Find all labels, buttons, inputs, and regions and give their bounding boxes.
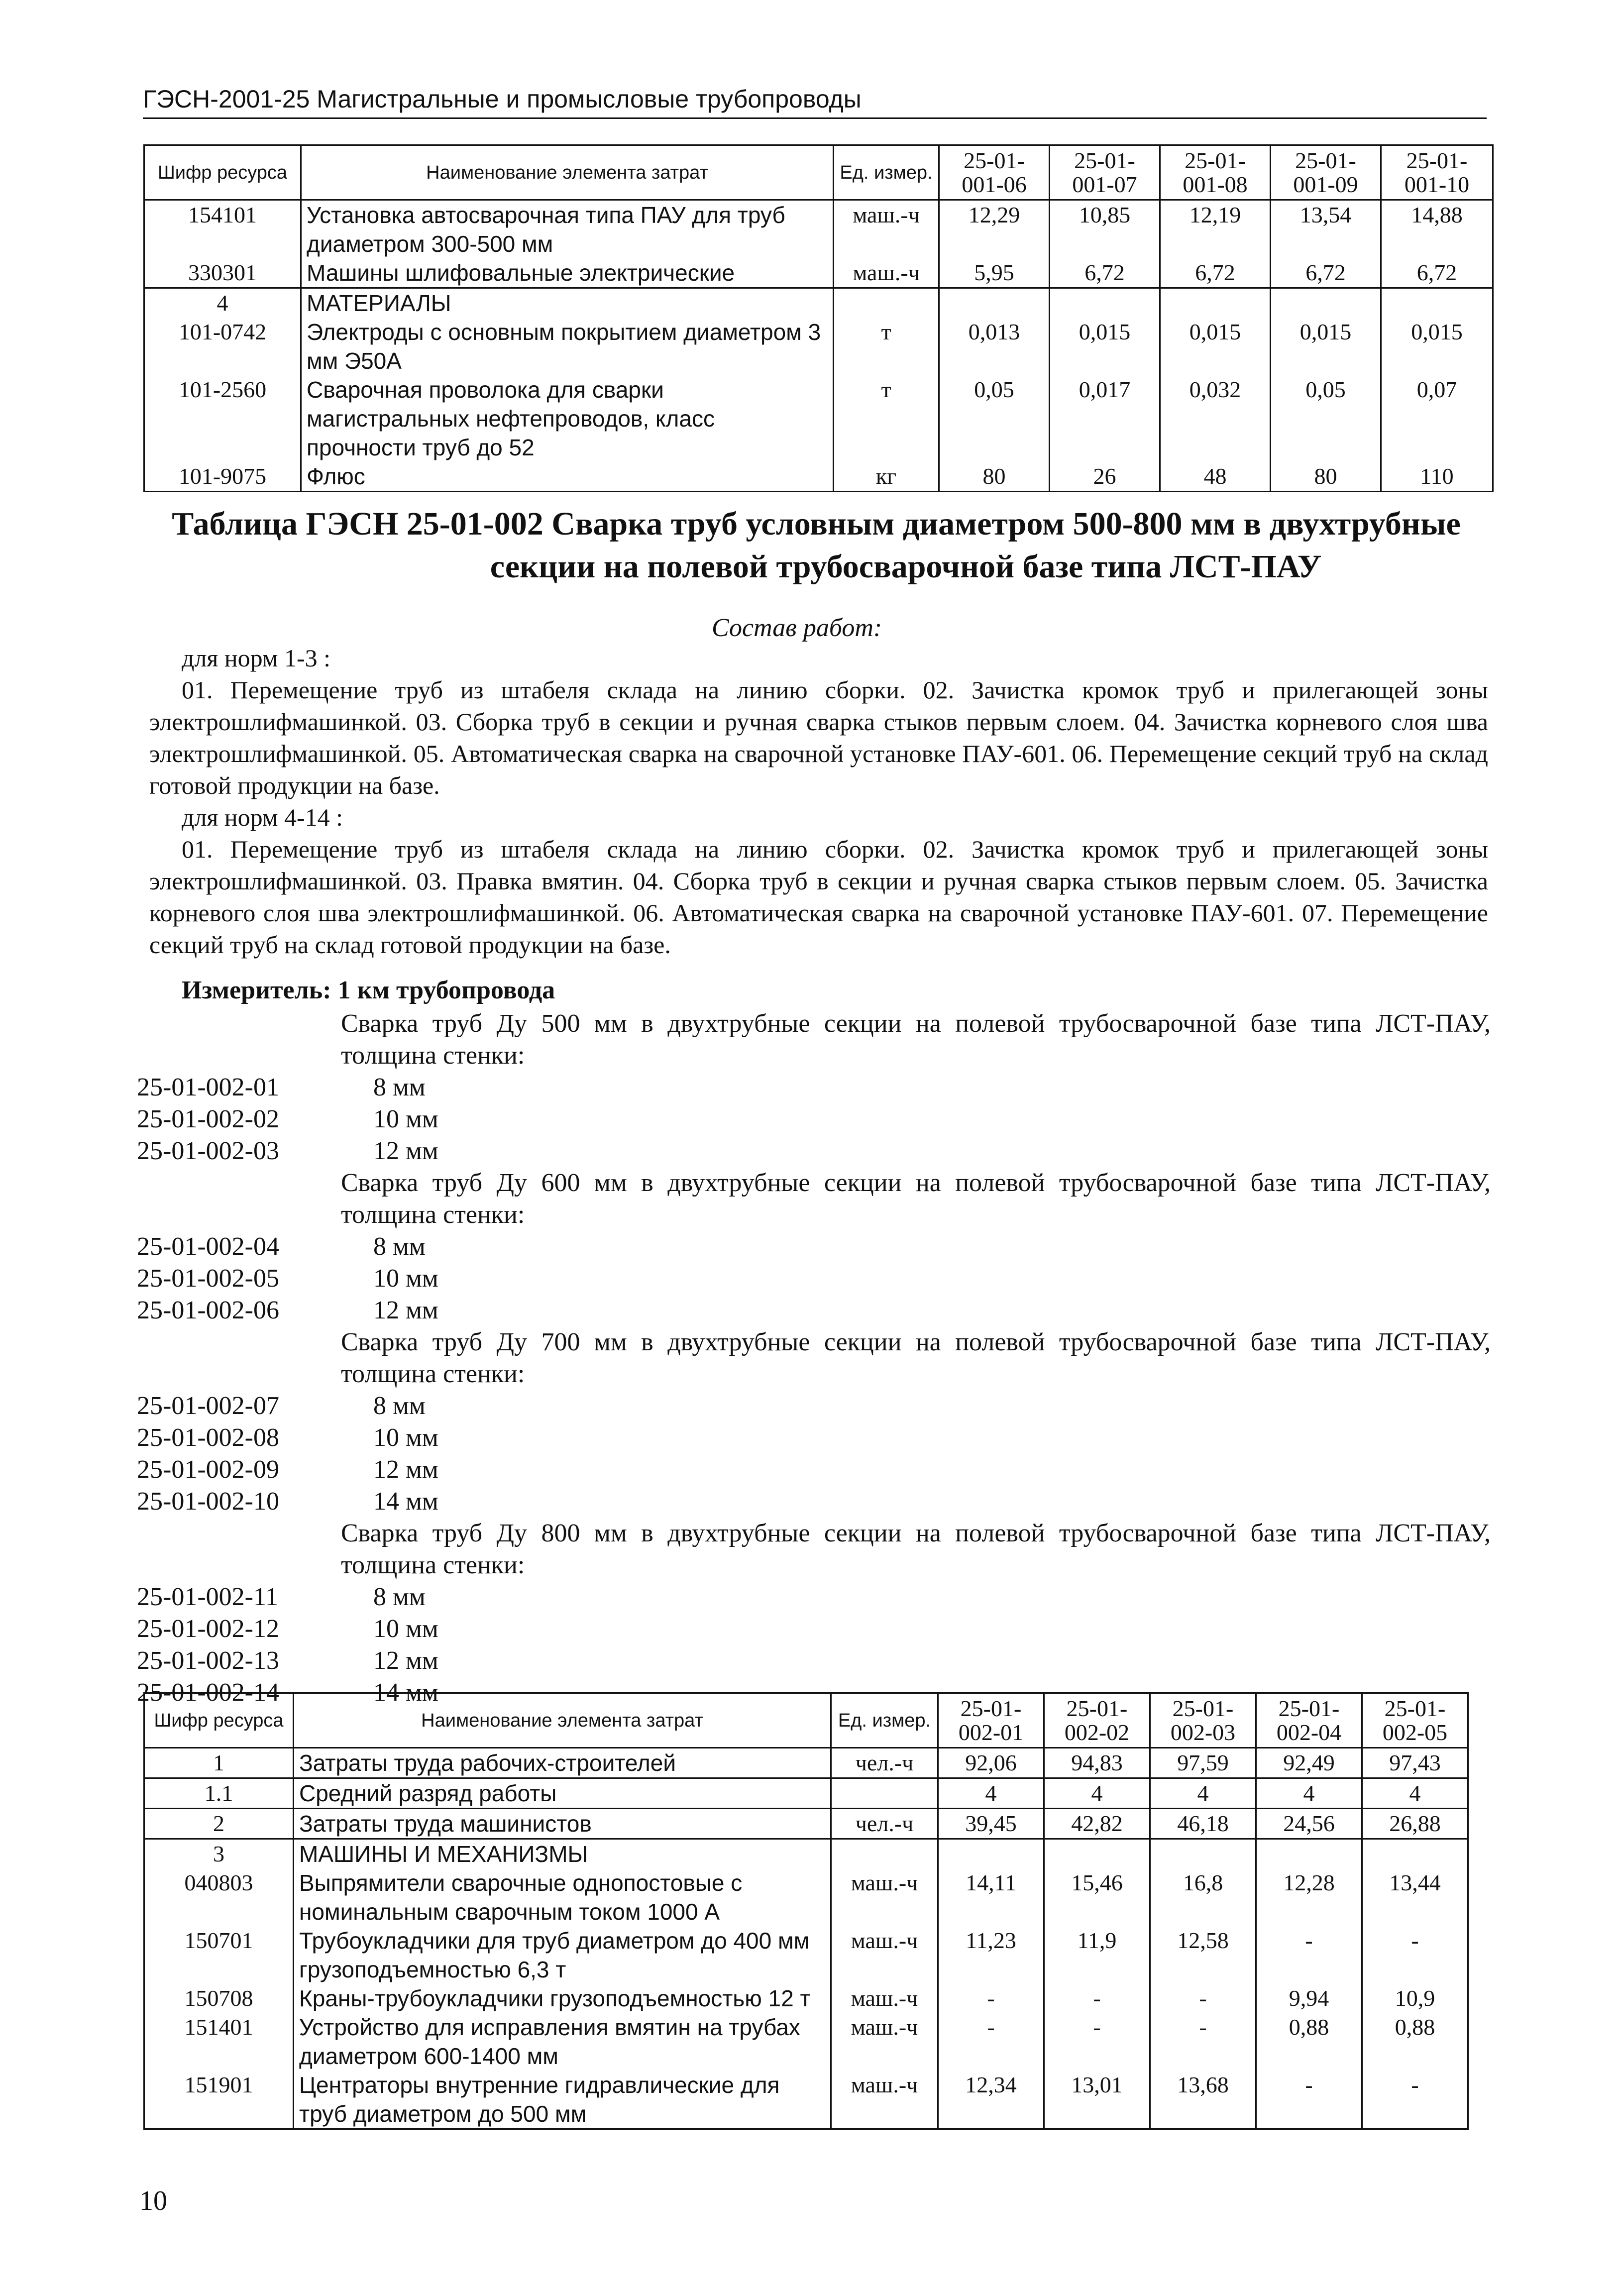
norm-value: 0,015 — [1271, 318, 1381, 375]
resource-code: 1.1 — [144, 1778, 294, 1809]
norm-code: 25-01-002-05 — [137, 1264, 279, 1293]
wall-thickness: 10 мм — [373, 1423, 438, 1452]
norm-value: 42,82 — [1044, 1809, 1150, 1839]
header-norm-code: 25-01- 002-05 — [1362, 1693, 1468, 1748]
resource-code: 4 — [144, 288, 301, 318]
page-number: 10 — [139, 2185, 167, 2216]
norm-group-description: Сварка труб Ду 600 мм в двухтрубные секции на полевой трубосварочной базе типа ЛСТ-ПАУ, толщина стенки: — [341, 1169, 1491, 1229]
norm-list-item — [137, 1613, 1491, 1645]
unit: кг — [834, 462, 939, 492]
norm-value: 14,88 — [1381, 200, 1493, 259]
unit: т — [834, 375, 939, 462]
norm-value: 4 — [938, 1778, 1044, 1809]
norm-value: 0,015 — [1050, 318, 1160, 375]
norm-value: 80 — [1271, 462, 1381, 492]
table-row — [144, 200, 1493, 259]
norm-code: 25-01-002-09 — [137, 1455, 279, 1484]
norm-list-item — [137, 1072, 1491, 1103]
cost-element-name: Центраторы внутренние гидравлические для труб диаметром до 500 мм — [294, 2071, 831, 2129]
norm-value: 0,015 — [1381, 318, 1493, 375]
norm-value — [1044, 1839, 1150, 1869]
norm-value: 11,9 — [1044, 1926, 1150, 1984]
header-norm-code: 25-01- 001-06 — [939, 145, 1050, 200]
table-row — [144, 1778, 1468, 1809]
norm-value: 13,44 — [1362, 1868, 1468, 1926]
resource-code: 151401 — [144, 2013, 294, 2071]
norm-value: 4 — [1150, 1778, 1256, 1809]
wall-thickness: 8 мм — [373, 1232, 426, 1261]
norm-value: 14,11 — [938, 1868, 1044, 1926]
cost-element-name: Сварочная проволока для сварки магистральных нефтепроводов, класс прочности труб до 52 — [301, 375, 834, 462]
resource-code: 1 — [144, 1748, 294, 1778]
table-title — [144, 503, 1488, 588]
norm-value: 5,95 — [939, 258, 1050, 288]
norm-value: 110 — [1381, 462, 1493, 492]
wall-thickness: 10 мм — [373, 1615, 438, 1643]
wall-thickness: 8 мм — [373, 1073, 426, 1101]
resource-code: 2 — [144, 1809, 294, 1839]
norm-value: 26 — [1050, 462, 1160, 492]
norm-value: 94,83 — [1044, 1748, 1150, 1778]
table-row — [144, 2071, 1468, 2129]
norm-value: 0,015 — [1160, 318, 1271, 375]
cost-element-name: МАТЕРИАЛЫ — [301, 288, 834, 318]
resource-table-002 — [143, 1692, 1469, 2130]
norm-list-item — [137, 1295, 1491, 1326]
table-row — [144, 462, 1493, 492]
norm-value: 12,58 — [1150, 1926, 1256, 1984]
norm-group-description: Сварка труб Ду 800 мм в двухтрубные секции на полевой трубосварочной базе типа ЛСТ-ПАУ, толщина стенки: — [341, 1519, 1491, 1579]
norm-code: 25-01-002-10 — [137, 1487, 279, 1516]
unit: чел.-ч — [831, 1748, 938, 1778]
norm-value: 16,8 — [1150, 1868, 1256, 1926]
norm-value: 6,72 — [1160, 258, 1271, 288]
norm-list-item — [137, 1454, 1491, 1486]
norm-value — [1362, 1839, 1468, 1869]
norm-value: 46,18 — [1150, 1809, 1256, 1839]
unit: т — [834, 318, 939, 375]
unit: маш.-ч — [834, 200, 939, 259]
unit: маш.-ч — [831, 1984, 938, 2013]
norm-value: 4 — [1256, 1778, 1362, 1809]
cost-element-name: Выпрямители сварочные однопостовые с номинальным сварочным током 1000 А — [294, 1868, 831, 1926]
wall-thickness: 12 мм — [373, 1296, 438, 1324]
norm-value: 13,01 — [1044, 2071, 1150, 2129]
norm-value: - — [1044, 1984, 1150, 2013]
norm-value: 92,06 — [938, 1748, 1044, 1778]
cost-element-name: Флюс — [301, 462, 834, 492]
norm-value — [1050, 288, 1160, 318]
wall-thickness: 10 мм — [373, 1105, 438, 1133]
norm-value: 48 — [1160, 462, 1271, 492]
header-resource-code: Шифр ресурса — [144, 1693, 294, 1748]
norm-value: 12,34 — [938, 2071, 1044, 2129]
norms-1-3-text: 01. Перемещение труб из штабеля склада на линию сборки. 02. Зачистка кромок труб и прилегающей зоны электрошлифмашинкой. 03. Сборка труб в секции и ручная сварка стыков первым слоем. 04. Зачистка корневого слоя шва электрошлифмашинкой. 05. Автоматическая сварка на сварочной установке ПАУ-601. 06. Перемещение секций труб на склад готовой продукции на базе. — [149, 676, 1488, 799]
norm-value: 6,72 — [1050, 258, 1160, 288]
resource-code: 101-2560 — [144, 375, 301, 462]
wall-thickness: 12 мм — [373, 1455, 438, 1484]
header-cost-element: Наименование элемента затрат — [294, 1693, 831, 1748]
norm-value: 12,19 — [1160, 200, 1271, 259]
norm-value: 24,56 — [1256, 1809, 1362, 1839]
norm-value: 10,85 — [1050, 200, 1160, 259]
wall-thickness: 8 мм — [373, 1583, 426, 1611]
resource-code: 101-9075 — [144, 462, 301, 492]
norm-value: 0,88 — [1362, 2013, 1468, 2071]
table-row — [144, 375, 1493, 462]
norm-value: 6,72 — [1271, 258, 1381, 288]
norm-list-item — [137, 1486, 1491, 1518]
wall-thickness: 8 мм — [373, 1392, 426, 1420]
wall-thickness: 12 мм — [373, 1137, 438, 1165]
norm-value: 6,72 — [1381, 258, 1493, 288]
cost-element-name: Затраты труда рабочих-строителей — [294, 1748, 831, 1778]
norm-list-item — [137, 1422, 1491, 1454]
resource-code: 330301 — [144, 258, 301, 288]
norm-list — [137, 1008, 1491, 1709]
norm-value: 26,88 — [1362, 1809, 1468, 1839]
header-norm-code: 25-01- 002-01 — [938, 1693, 1044, 1748]
unit: маш.-ч — [831, 2071, 938, 2129]
norm-code: 25-01-002-11 — [137, 1583, 279, 1611]
norm-value: - — [1256, 1926, 1362, 1984]
norm-value: 0,05 — [1271, 375, 1381, 462]
norm-value: 80 — [939, 462, 1050, 492]
table-row — [144, 288, 1493, 318]
norm-value: 4 — [1044, 1778, 1150, 1809]
header-norm-code: 25-01- 002-04 — [1256, 1693, 1362, 1748]
cost-element-name: Краны-трубоукладчики грузоподъемностью 12 т — [294, 1984, 831, 2013]
norm-value: - — [938, 2013, 1044, 2071]
header-cost-element: Наименование элемента затрат — [301, 145, 834, 200]
header-norm-code: 25-01- 002-03 — [1150, 1693, 1256, 1748]
table-row — [144, 1926, 1468, 1984]
norm-code: 25-01-002-04 — [137, 1232, 279, 1261]
unit — [831, 1778, 938, 1809]
norm-value: 39,45 — [938, 1809, 1044, 1839]
norm-group-description: Сварка труб Ду 500 мм в двухтрубные секции на полевой трубосварочной базе типа ЛСТ-ПАУ, толщина стенки: — [341, 1009, 1491, 1070]
table-row — [144, 318, 1493, 375]
norm-code: 25-01-002-13 — [137, 1646, 279, 1675]
norm-value: 12,29 — [939, 200, 1050, 259]
norms-4-14-label: для норм 4-14 : — [182, 803, 343, 831]
norm-value: - — [1362, 2071, 1468, 2129]
wall-thickness: 10 мм — [373, 1264, 438, 1293]
norm-value: - — [938, 1984, 1044, 2013]
cost-element-name: Установка автосварочная типа ПАУ для труб диаметром 300-500 мм — [301, 200, 834, 259]
norm-value: - — [1150, 2013, 1256, 2071]
unit — [834, 288, 939, 318]
running-header: ГЭСН-2001-25 Магистральные и промысловые трубопроводы — [143, 85, 1487, 119]
norm-list-item — [137, 1135, 1491, 1167]
header-norm-code: 25-01- 001-07 — [1050, 145, 1160, 200]
norm-value: 11,23 — [938, 1926, 1044, 1984]
unit: чел.-ч — [831, 1809, 938, 1839]
table-row — [144, 1868, 1468, 1926]
resource-code: 040803 — [144, 1868, 294, 1926]
norm-code: 25-01-002-01 — [137, 1073, 279, 1101]
norm-value — [938, 1839, 1044, 1869]
table-title-line1: Таблица ГЭСН 25-01-002 Сварка труб условным диаметром 500-800 мм в двухтрубные — [172, 506, 1461, 542]
header-unit: Ед. измер. — [834, 145, 939, 200]
header-unit: Ед. измер. — [831, 1693, 938, 1748]
resource-code: 150701 — [144, 1926, 294, 1984]
cost-element-name: Затраты труда машинистов — [294, 1809, 831, 1839]
norm-value: 0,07 — [1381, 375, 1493, 462]
norm-list-item — [137, 1103, 1491, 1135]
measurer: Измеритель: 1 км трубопровода — [182, 976, 555, 1004]
wall-thickness: 14 мм — [373, 1487, 438, 1516]
norm-value: 4 — [1362, 1778, 1468, 1809]
norm-value — [1256, 1839, 1362, 1869]
norm-list-item — [137, 1645, 1491, 1677]
norm-value: 97,43 — [1362, 1748, 1468, 1778]
norm-value: 0,88 — [1256, 2013, 1362, 2071]
wall-thickness: 12 мм — [373, 1646, 438, 1675]
header-norm-code: 25-01- 001-09 — [1271, 145, 1381, 200]
unit: маш.-ч — [831, 2013, 938, 2071]
cost-element-name: Машины шлифовальные электрические — [301, 258, 834, 288]
resource-code: 151901 — [144, 2071, 294, 2129]
cost-element-name: Трубоукладчики для труб диаметром до 400 мм грузоподъемностью 6,3 т — [294, 1926, 831, 1984]
norm-list-item — [137, 1231, 1491, 1263]
norm-value: 9,94 — [1256, 1984, 1362, 2013]
table-row — [144, 1748, 1468, 1778]
norm-value: 0,05 — [939, 375, 1050, 462]
unit: маш.-ч — [834, 258, 939, 288]
norms-4-14-text: 01. Перемещение труб из штабеля склада на линию сборки. 02. Зачистка кромок труб и прилегающей зоны электрошлифмашинкой. 03. Правка вмятин. 04. Сборка труб в секции и ручная сварка стыков первым слоем. 05. Зачистка корневого слоя шва электрошлифмашинкой. 06. Автоматическая сварка на сварочной установке ПАУ-601. 07. Перемещение секций труб на склад готовой продукции на базе. — [149, 835, 1488, 959]
cost-element-name: Электроды с основным покрытием диаметром 3 мм Э50А — [301, 318, 834, 375]
norm-value: 13,54 — [1271, 200, 1381, 259]
table-row — [144, 2013, 1468, 2071]
resource-code: 101-0742 — [144, 318, 301, 375]
norm-code: 25-01-002-03 — [137, 1137, 279, 1165]
norm-list-item — [137, 1581, 1491, 1613]
resource-code: 154101 — [144, 200, 301, 259]
header-norm-code: 25-01- 001-10 — [1381, 145, 1493, 200]
norm-value: 0,032 — [1160, 375, 1271, 462]
norm-value: 12,28 — [1256, 1868, 1362, 1926]
norms-1-3-label: для норм 1-3 : — [182, 644, 331, 672]
resource-code: 150708 — [144, 1984, 294, 2013]
table-row — [144, 258, 1493, 288]
unit — [831, 1839, 938, 1869]
cost-element-name: Устройство для исправления вмятин на трубах диаметром 600-1400 мм — [294, 2013, 831, 2071]
norm-list-item — [137, 1263, 1491, 1295]
norm-value: 97,59 — [1150, 1748, 1256, 1778]
norm-value: 13,68 — [1150, 2071, 1256, 2129]
norm-value — [1160, 288, 1271, 318]
norm-value — [1381, 288, 1493, 318]
unit: маш.-ч — [831, 1868, 938, 1926]
norm-value: 10,9 — [1362, 1984, 1468, 2013]
norm-value — [939, 288, 1050, 318]
norm-value: - — [1044, 2013, 1150, 2071]
table-row — [144, 1809, 1468, 1839]
norm-code: 25-01-002-08 — [137, 1423, 279, 1452]
cost-element-name: Средний разряд работы — [294, 1778, 831, 1809]
table-row — [144, 1984, 1468, 2013]
norm-value: 92,49 — [1256, 1748, 1362, 1778]
norm-value — [1271, 288, 1381, 318]
norm-code: 25-01-002-02 — [137, 1105, 279, 1133]
norm-value: - — [1150, 1984, 1256, 2013]
norm-value: 0,013 — [939, 318, 1050, 375]
norm-value: - — [1256, 2071, 1362, 2129]
header-norm-code: 25-01- 001-08 — [1160, 145, 1271, 200]
norm-code: 25-01-002-07 — [137, 1392, 279, 1420]
norm-value: 0,017 — [1050, 375, 1160, 462]
resource-table-001 — [143, 144, 1494, 492]
norm-code: 25-01-002-06 — [137, 1296, 279, 1324]
header-norm-code: 25-01- 002-02 — [1044, 1693, 1150, 1748]
work-composition — [149, 642, 1488, 961]
norm-group-description: Сварка труб Ду 700 мм в двухтрубные секции на полевой трубосварочной базе типа ЛСТ-ПАУ, толщина стенки: — [341, 1328, 1491, 1388]
cost-element-name: МАШИНЫ И МЕХАНИЗМЫ — [294, 1839, 831, 1869]
norm-list-item — [137, 1390, 1491, 1422]
norm-value: - — [1362, 1926, 1468, 1984]
norm-code: 25-01-002-12 — [137, 1615, 279, 1643]
unit: маш.-ч — [831, 1926, 938, 1984]
norm-value: 15,46 — [1044, 1868, 1150, 1926]
table-title-line2: секции на полевой трубосварочной базе типа ЛСТ-ПАУ — [490, 548, 1322, 585]
resource-code: 3 — [144, 1839, 294, 1869]
composition-label: Состав работ: — [712, 614, 882, 642]
norm-value — [1150, 1839, 1256, 1869]
norm-code: 25-01-002-14 — [137, 1678, 279, 1707]
wall-thickness: 14 мм — [373, 1678, 438, 1707]
table-row — [144, 1839, 1468, 1869]
header-resource-code: Шифр ресурса — [144, 145, 301, 200]
